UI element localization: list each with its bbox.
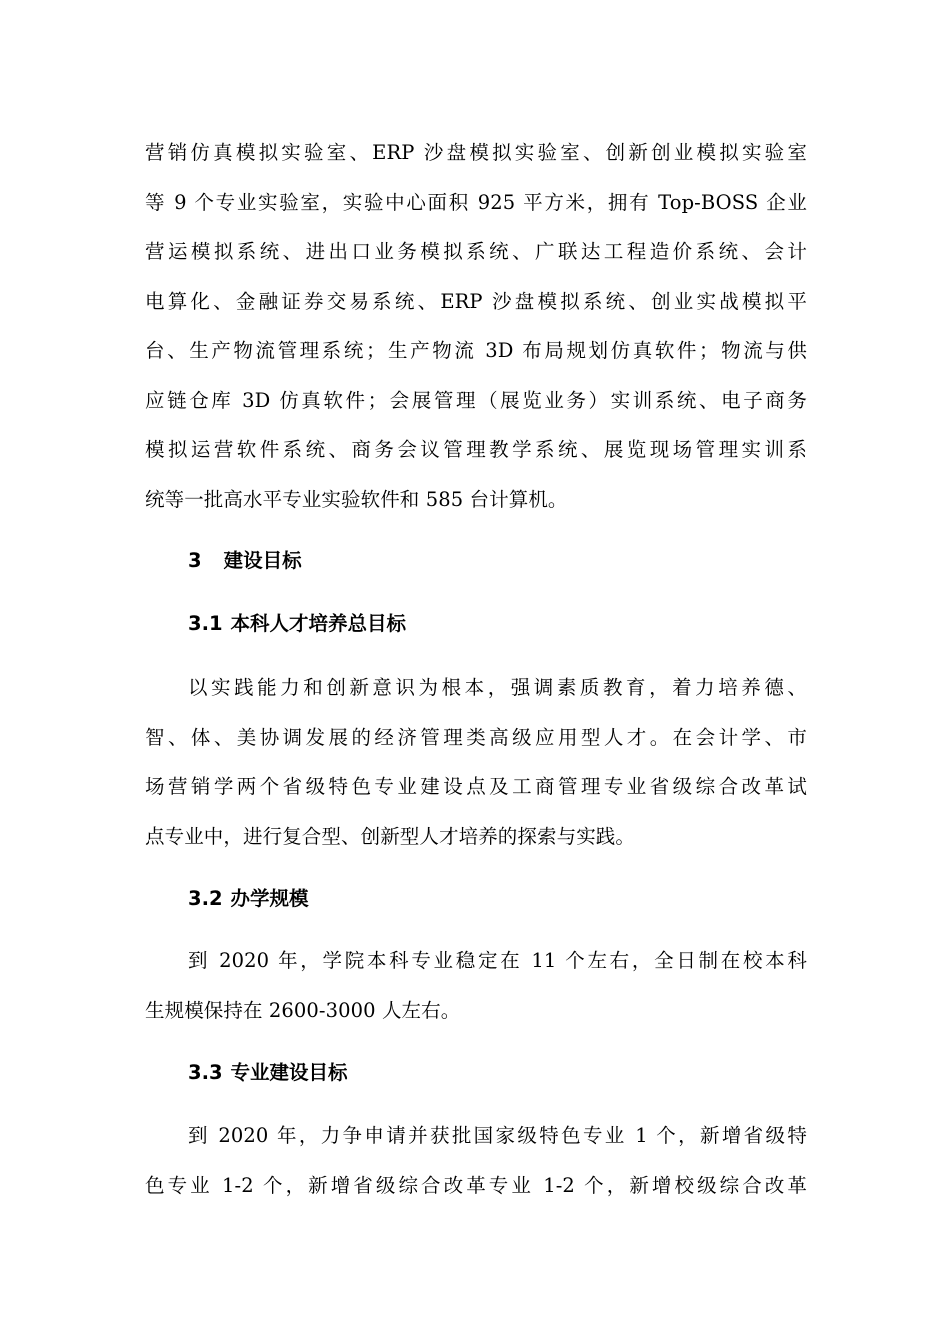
section-heading-3-1 bbox=[188, 609, 406, 639]
section-3-1-paragraph bbox=[145, 663, 807, 861]
paragraph-line: 统等一批高水平专业实验软件和 585 台计算机。 bbox=[145, 487, 568, 511]
section-title: 专业建设目标 bbox=[230, 1061, 348, 1084]
paragraph-line: 生规模保持在 2600-3000 人左右。 bbox=[145, 998, 461, 1022]
paragraph-line: 台、生产物流管理系统；生产物流 3D 布局规划仿真软件；物流与供 bbox=[145, 339, 807, 362]
paragraph-line: 色专业 1-2 个，新增省级综合改革专业 1-2 个，新增校级综合改革 bbox=[145, 1173, 807, 1197]
paragraph-line: 营销仿真模拟实验室、ERP 沙盘模拟实验室、创新创业模拟实验室 bbox=[145, 141, 807, 164]
section-number: 3.2 bbox=[188, 887, 223, 910]
paragraph-line: 到 2020 年，力争申请并获批国家级特色专业 1 个，新增省级特 bbox=[188, 1124, 807, 1147]
section-heading-3 bbox=[188, 546, 302, 576]
paragraph-line: 电算化、金融证券交易系统、ERP 沙盘模拟系统、创业实战模拟平 bbox=[145, 289, 807, 313]
paragraph-line: 到 2020 年，学院本科专业稳定在 11 个左右，全日制在校本科 bbox=[188, 949, 807, 972]
paragraph-line: 点专业中，进行复合型、创新型人才培养的探索与实践。 bbox=[145, 824, 636, 848]
section-heading-3-2 bbox=[188, 884, 309, 914]
section-heading-3-3 bbox=[188, 1058, 348, 1088]
section-3-3-paragraph bbox=[145, 1111, 807, 1210]
section-number: 3.1 bbox=[188, 612, 223, 635]
section-title: 建设目标 bbox=[223, 549, 302, 572]
paragraph-line: 场营销学两个省级特色专业建设点及工商管理专业省级综合改革试 bbox=[145, 775, 807, 798]
intro-paragraph bbox=[145, 128, 807, 524]
section-title: 本科人才培养总目标 bbox=[230, 612, 407, 635]
paragraph-line: 智、体、美协调发展的经济管理类高级应用型人才。在会计学、市 bbox=[145, 725, 807, 749]
paragraph-line: 应链仓库 3D 仿真软件；会展管理（展览业务）实训系统、电子商务 bbox=[145, 388, 807, 412]
paragraph-line: 模拟运营软件系统、商务会议管理教学系统、展览现场管理实训系 bbox=[145, 438, 807, 461]
paragraph-line: 等 9 个专业实验室，实验中心面积 925 平方米，拥有 Top-BOSS 企业 bbox=[145, 190, 807, 214]
section-number: 3 bbox=[188, 549, 202, 572]
section-title: 办学规模 bbox=[230, 887, 309, 910]
paragraph-line: 以实践能力和创新意识为根本，强调素质教育，着力培养德、 bbox=[188, 676, 807, 699]
section-3-2-paragraph bbox=[145, 936, 807, 1035]
paragraph-line: 营运模拟系统、进出口业务模拟系统、广联达工程造价系统、会计 bbox=[145, 240, 807, 263]
section-number: 3.3 bbox=[188, 1061, 223, 1084]
